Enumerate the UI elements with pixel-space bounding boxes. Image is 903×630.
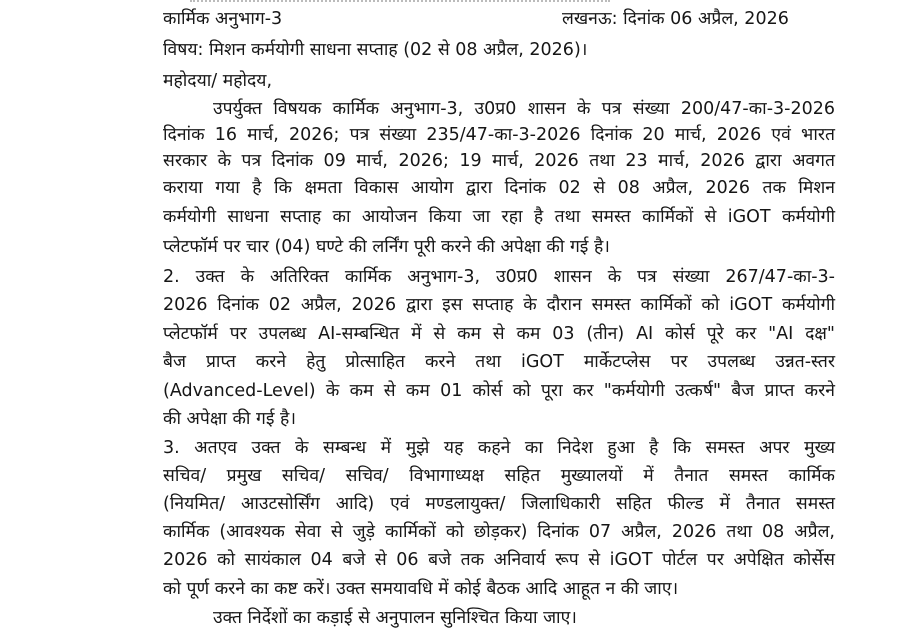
para3-line: सचिव/ प्रमुख सचिव/ सचिव/ विभागाध्यक्ष सहित मुख्यालयों में तैनात समस्त कार्मिक [163, 466, 835, 486]
para2-line: 2026 दिनांक 02 अप्रैल, 2026 द्वारा इस सप्ताह के दौरान समस्त कार्मिकों को iGOT कर्मयोगी [163, 295, 835, 315]
section-heading: कार्मिक अनुभाग-3 [163, 9, 283, 29]
cropped-previous-line [190, 0, 610, 2]
closing-line: उक्त निर्देशों का कड़ाई से अनुपालन सुनिश्चित किया जाए। [213, 608, 577, 628]
para3-line: 3. अतएव उक्त के सम्बन्ध में मुझे यह कहने का निदेश हुआ है कि समस्त अपर मुख्य [163, 438, 835, 458]
para2-line: प्लेटफॉर्म पर उपलब्ध AI-सम्बन्धित में से कम से कम 03 (तीन) AI कोर्स पूरे कर "AI दक्ष" [163, 324, 835, 344]
para1-line: प्लेटफॉर्म पर चार (04) घण्टे की लर्निंग पूरी करने की अपेक्षा की गई है। [163, 237, 610, 257]
para2-line: (Advanced-Level) के कम से कम 01 कोर्स को पूरा कर "कर्मयोगी उत्कर्ष" बैज प्राप्त करने [163, 381, 835, 401]
para2-line: बैज प्राप्त करने हेतु प्रोत्साहित करने तथा iGOT मार्केटप्लेस पर उपलब्ध उन्नत-स्तर [163, 352, 835, 372]
para1-line: कर्मयोगी साधना सप्ताह का आयोजन किया जा रहा है तथा समस्त कार्मिकों से iGOT कर्मयोगी [163, 207, 835, 227]
para2-line: की अपेक्षा की गई है। [163, 409, 296, 429]
para1-line: कराया गया है कि क्षमता विकास आयोग द्वारा दिनांक 02 से 08 अप्रैल, 2026 तक मिशन [163, 178, 835, 198]
para3-line: को पूर्ण करने का कष्ट करें। उक्त समयावधि में कोई बैठक आदि आहूत न की जाए। [163, 579, 679, 599]
para3-line: (नियमित/ आउटसोर्सिंग आदि) एवं मण्डलायुक्त/ जिलाधिकारी सहित फील्ड में तैनात समस्त [163, 494, 835, 514]
para2-line: 2. उक्त के अतिरिक्त कार्मिक अनुभाग-3, उ0प्र0 शासन के पत्र संख्या 267/47-का-3- [163, 267, 835, 287]
salutation: महोदया/ महोदय, [163, 71, 273, 91]
place-date: लखनऊ: दिनांक 06 अप्रैल, 2026 [562, 9, 789, 29]
para3-line: कार्मिक (आवश्यक सेवा से जुड़े कार्मिकों को छोड़कर) दिनांक 07 अप्रैल, 2026 तथा 08 अप्रैल, [163, 522, 835, 542]
subject-line: विषय: मिशन कर्मयोगी साधना सप्ताह (02 से 08 अप्रैल, 2026)। [163, 40, 588, 60]
para1-line: सरकार के पत्र दिनांक 09 मार्च, 2026; 19 मार्च, 2026 तथा 23 मार्च, 2026 द्वारा अवगत [163, 151, 835, 171]
para1-line: दिनांक 16 मार्च, 2026; पत्र संख्या 235/47-का-3-2026 दिनांक 20 मार्च, 2026 एवं भारत [163, 125, 835, 145]
para1-line: उपर्युक्त विषयक कार्मिक अनुभाग-3, उ0प्र0 शासन के पत्र संख्या 200/47-का-3-2026 [213, 99, 835, 119]
para3-line: 2026 को सायंकाल 04 बजे से 06 बजे तक अनिवार्य रूप से iGOT पोर्टल पर अपेक्षित कोर्सेस [163, 550, 835, 570]
